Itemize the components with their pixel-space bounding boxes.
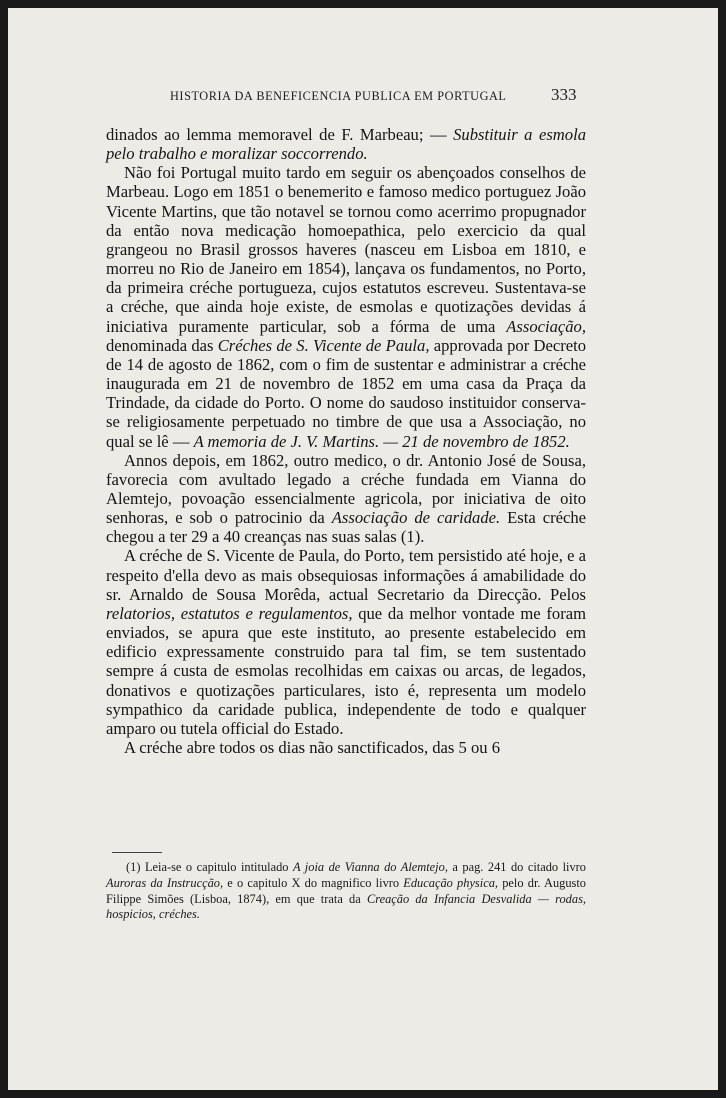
italic-run: relatorios, estatutos e regulamentos,: [106, 603, 353, 623]
text-run: approvada por Decreto de 14 de agosto de 1862, com o fim de sustentar e administrar a créche inaugurada em 21 de novembro de 1852 em uma casa da Praça da Trindade, da cidade do Porto. O nome do saudoso instituidor conserva-se religiosamente perpetuado no timbre de que usa a Associação, no qual se lê —: [106, 335, 586, 451]
footnotes: [106, 860, 586, 923]
page-number: 333: [551, 85, 577, 104]
text-run: A créche abre todos os dias não sanctificados, das 5 ou 6: [124, 738, 501, 757]
text-run: denominada das: [106, 335, 218, 355]
text-run: pelo dr. Augusto Filippe Simões (Lisboa, 1874), em que trata da: [106, 875, 586, 906]
footnote-rule: [112, 852, 162, 853]
italic-run: Substituir a esmola pelo trabalho e moralizar soccorrendo.: [106, 125, 586, 164]
paragraph: [106, 738, 586, 757]
paragraph: [106, 163, 586, 450]
text-run: (1) Leia-se o capitulo intitulado: [126, 860, 293, 874]
running-head: HISTORIA DA BENEFICENCIA PUBLICA EM PORTUGAL: [170, 89, 507, 103]
footnote: [106, 860, 586, 923]
italic-run: A memoria de J. V. Martins. — 21 de novembro de 1852.: [193, 431, 570, 451]
text-run: e o capitulo X do magnifico livro: [223, 875, 404, 890]
paragraph: [106, 451, 586, 547]
italic-run: Creação da Infancia Desvalida — rodas, hospicios, créches.: [106, 891, 586, 922]
page-header: [8, 85, 718, 109]
italic-run: A joia de Vianna do Alemtejo,: [292, 860, 448, 874]
italic-run: Créches de S. Vicente de Paula,: [217, 335, 430, 355]
italic-run: Associação de caridade.: [331, 508, 501, 528]
book-page: [8, 8, 718, 1090]
text-run: Annos depois, em 1862, outro medico, o dr. Antonio José de Sousa, favorecia com avultado legado a créche fundada em Vianna do Alemtejo, povoação essencialmente agricola, por iniciativa de oito senhoras, e sob o patrocinio da: [106, 450, 586, 528]
text-run: A créche de S. Vicente de Paula, do Porto, tem persistido até hoje, e a respeito d'ella devo as mais obsequiosas informações á amabilidade do sr. Arnaldo de Sousa Morêda, actual Secretario da Direcção. Pelos: [106, 546, 586, 604]
text-run: que da melhor vontade me foram enviados, se apura que este instituto, ao presente estabelecido em edificio expressamente construido para tal fim, se tem sustentado sempre á custa de esmolas recolhidas em caixas ou arcas, de legados, donativos e quotizações particulares, isto é, representa um modelo sympathico da caridade publica, independente de todo e qualquer amparo ou tutela official do Estado.: [106, 603, 586, 738]
italic-run: Associação,: [506, 316, 586, 336]
text-run: Esta créche chegou a ter 29 a 40 creanças nas suas salas (1).: [106, 508, 586, 547]
paragraph: [106, 546, 586, 738]
text-run: a pag. 241 do citado livro: [447, 860, 587, 874]
italic-run: Auroras da Instrucção,: [106, 875, 224, 890]
italic-run: Educação physica,: [403, 875, 498, 890]
text-run: Não foi Portugal muito tardo em seguir os abençoados conselhos de Marbeau. Logo em 1851 o benemerito e famoso medico portuguez João Vicente Martins, que tão notavel se tornou como acerrimo propugnador da então nova medicação homoepathica, pelo exercicio da qual grangeou no Brasil grossos haveres (nasceu em Lisboa em 1810, e morreu no Rio de Janeiro em 1854), lançava os fundamentos, no Porto, da primeira créche portugueza, cujos estatutos escreveu. Sustentava-se a créche, que ainda hoje existe, de esmolas e quotizações devidas á iniciativa puramente particular, sob a fórma de uma: [106, 163, 586, 336]
body-text: [106, 125, 586, 757]
text-run: dinados ao lemma memoravel de F. Marbeau; —: [106, 125, 454, 144]
paragraph: [106, 125, 586, 163]
